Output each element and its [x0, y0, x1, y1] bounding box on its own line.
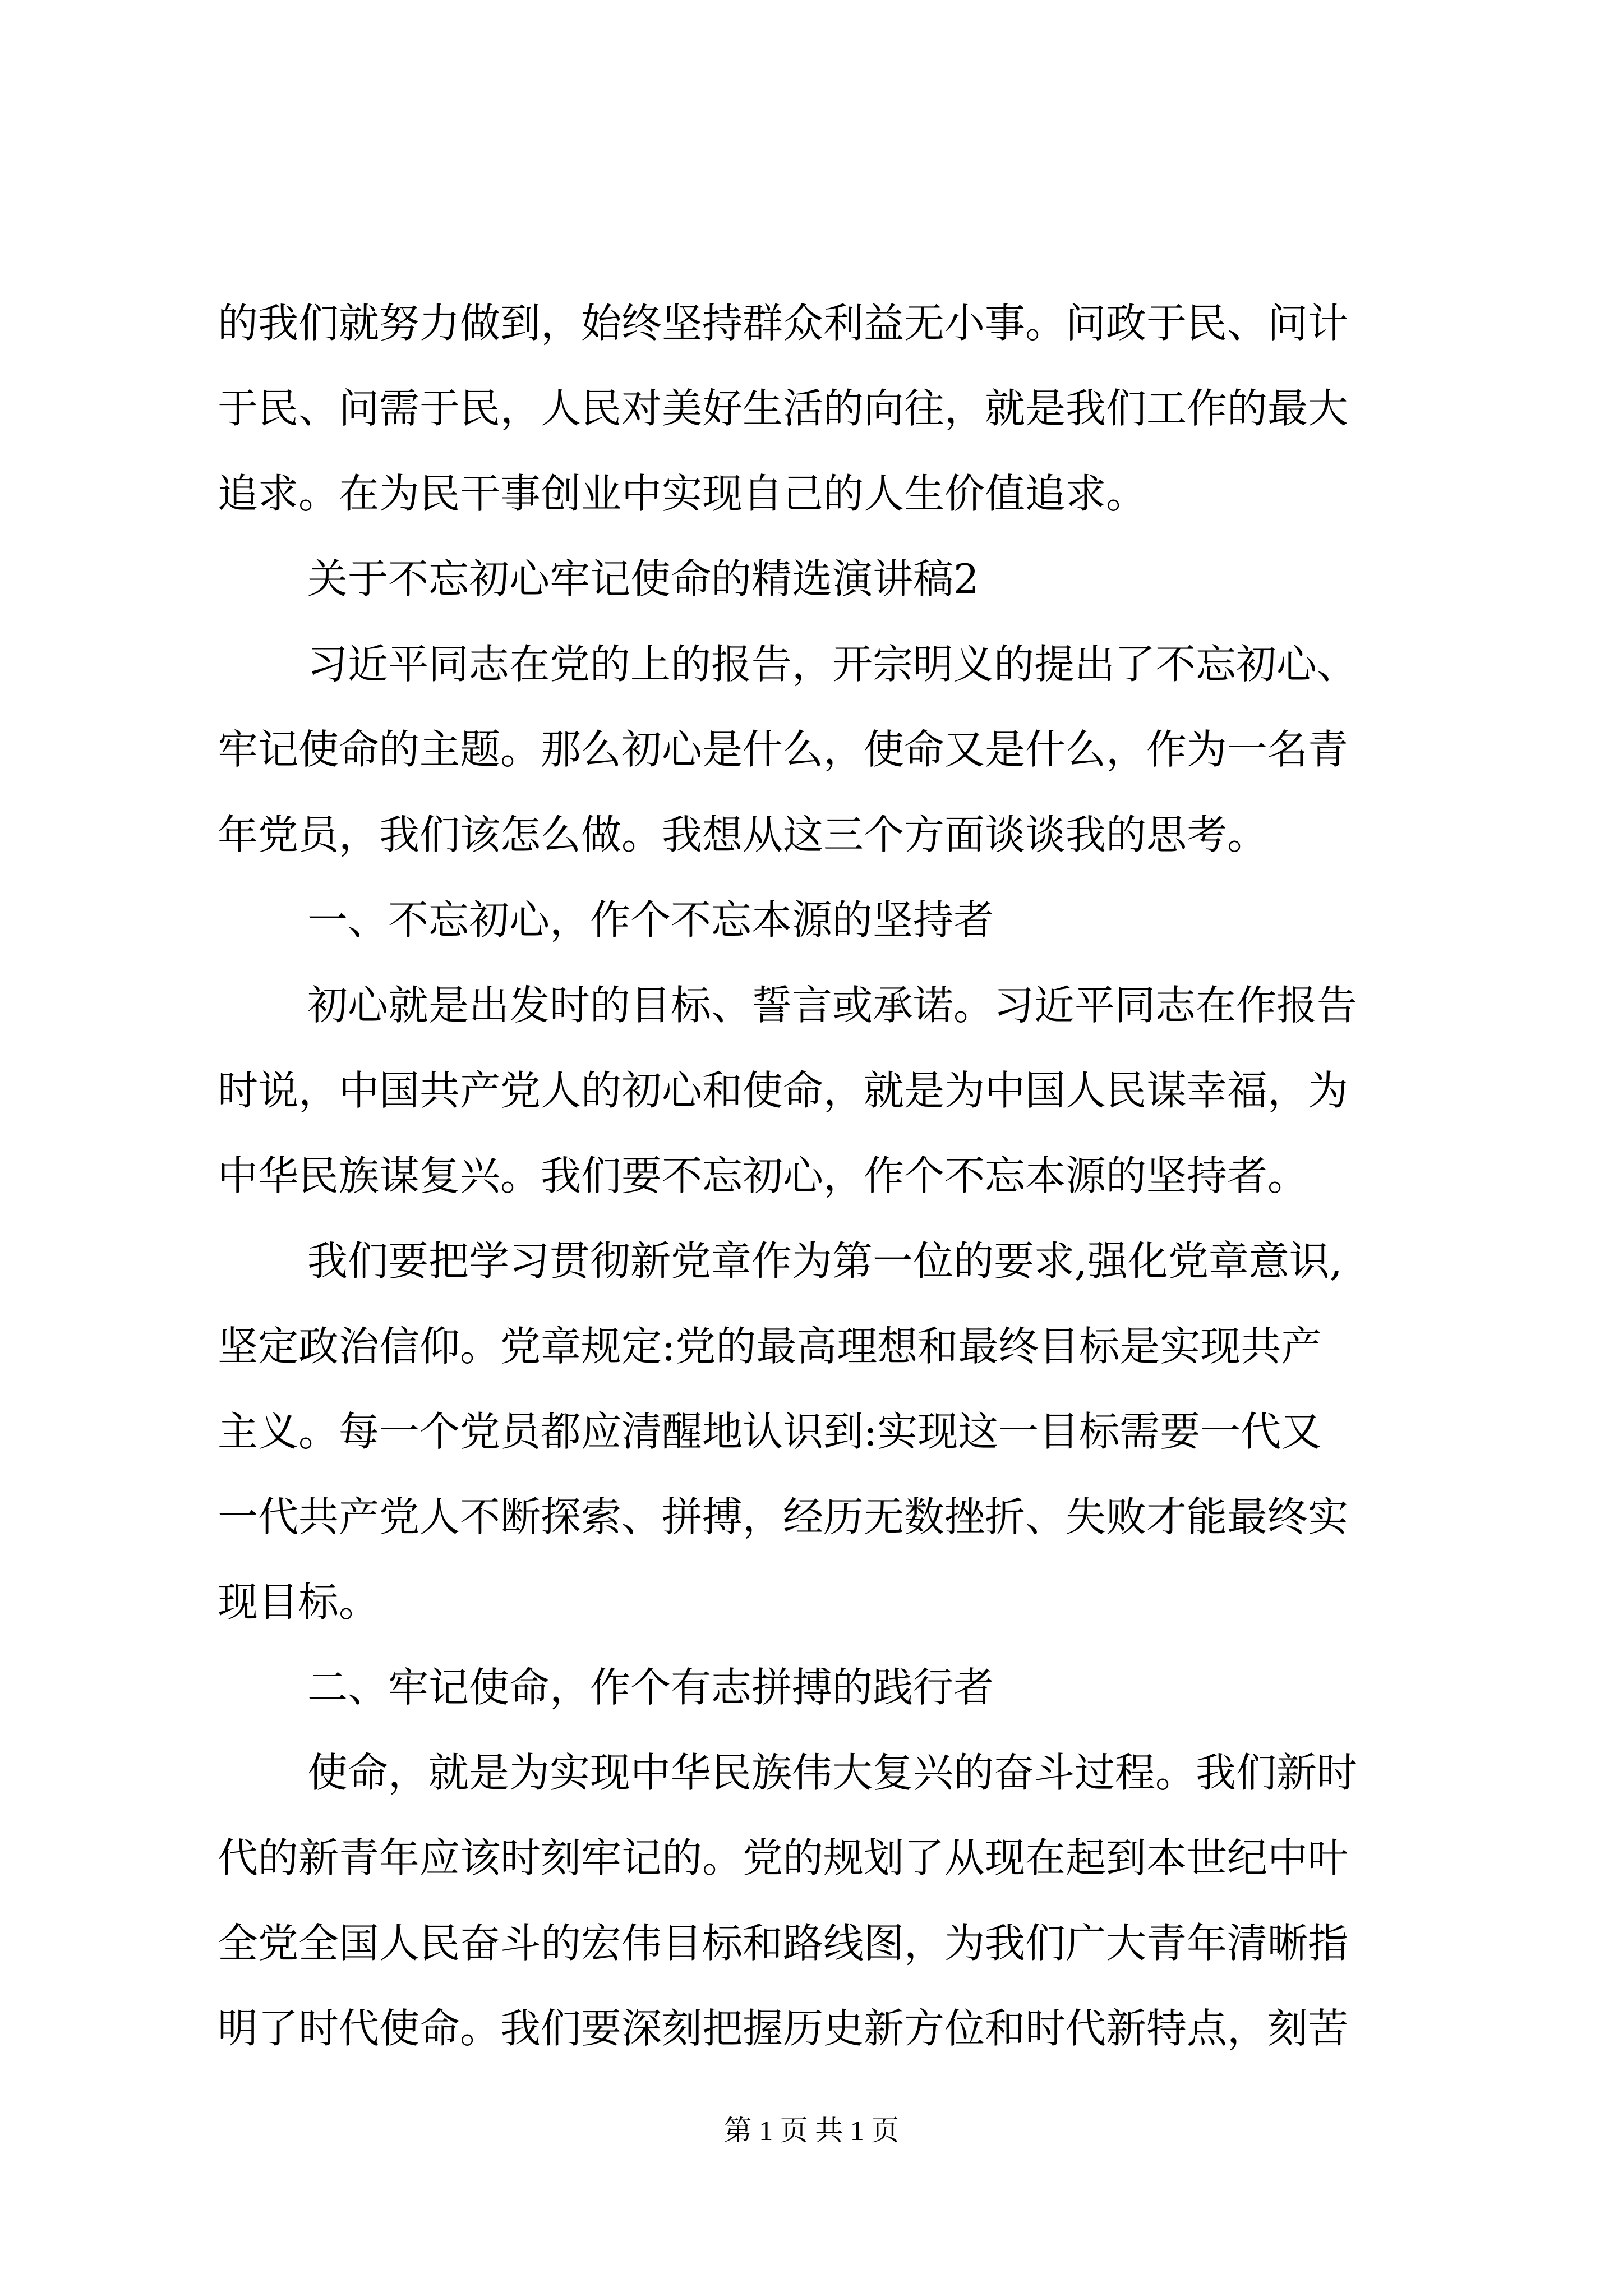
- section-heading: 一、不忘初心，作个不忘本源的坚持者: [307, 896, 994, 944]
- text-line: 现目标。: [218, 1579, 380, 1626]
- text-line: 使命，就是为实现中华民族伟大复兴的奋斗过程。我们新时: [307, 1749, 1358, 1796]
- text-line: 一代共产党人不断探索、拼搏，经历无数挫折、失败才能最终实: [218, 1493, 1349, 1540]
- text-line: 我们要把学习贯彻新党章作为第一位的要求,强化党章意识,: [307, 1237, 1343, 1285]
- text-line: 习近平同志在党的上的报告，开宗明义的提出了不忘初心、: [307, 641, 1358, 688]
- text-line: 坚定政治信仰。党章规定:党的最高理想和最终目标是实现共产: [218, 1323, 1322, 1370]
- text-line: 追求。在为民干事创业中实现自己的人生价值追求。: [218, 470, 1147, 517]
- text-line: 于民、问需于民，人民对美好生活的向往，就是我们工作的最大: [218, 385, 1349, 432]
- section-title: 关于不忘初心牢记使命的精选演讲稿2: [307, 555, 979, 602]
- text-line: 中华民族谋复兴。我们要不忘初心，作个不忘本源的坚持者。: [218, 1152, 1308, 1199]
- text-line: 年党员，我们该怎么做。我想从这三个方面谈谈我的思考。: [218, 811, 1268, 858]
- text-line: 的我们就努力做到，始终坚持群众利益无小事。问政于民、问计: [218, 300, 1349, 347]
- section-heading: 二、牢记使命，作个有志拼搏的践行者: [307, 1664, 994, 1711]
- text-line: 全党全国人民奋斗的宏伟目标和路线图，为我们广大青年清晰指: [218, 1920, 1349, 1967]
- text-line: 代的新青年应该时刻牢记的。党的规划了从现在起到本世纪中叶: [218, 1834, 1349, 1881]
- page-footer: 第 1 页 共 1 页: [723, 2115, 900, 2146]
- text-line: 时说，中国共产党人的初心和使命，就是为中国人民谋幸福，为: [218, 1067, 1349, 1114]
- text-line: 主义。每一个党员都应清醒地认识到:实现这一目标需要一代又: [218, 1408, 1322, 1455]
- text-line: 初心就是出发时的目标、誓言或承诺。习近平同志在作报告: [307, 982, 1358, 1029]
- text-line: 明了时代使命。我们要深刻把握历史新方位和时代新特点，刻苦: [218, 2005, 1349, 2052]
- text-line: 牢记使命的主题。那么初心是什么，使命又是什么，作为一名青: [218, 726, 1349, 773]
